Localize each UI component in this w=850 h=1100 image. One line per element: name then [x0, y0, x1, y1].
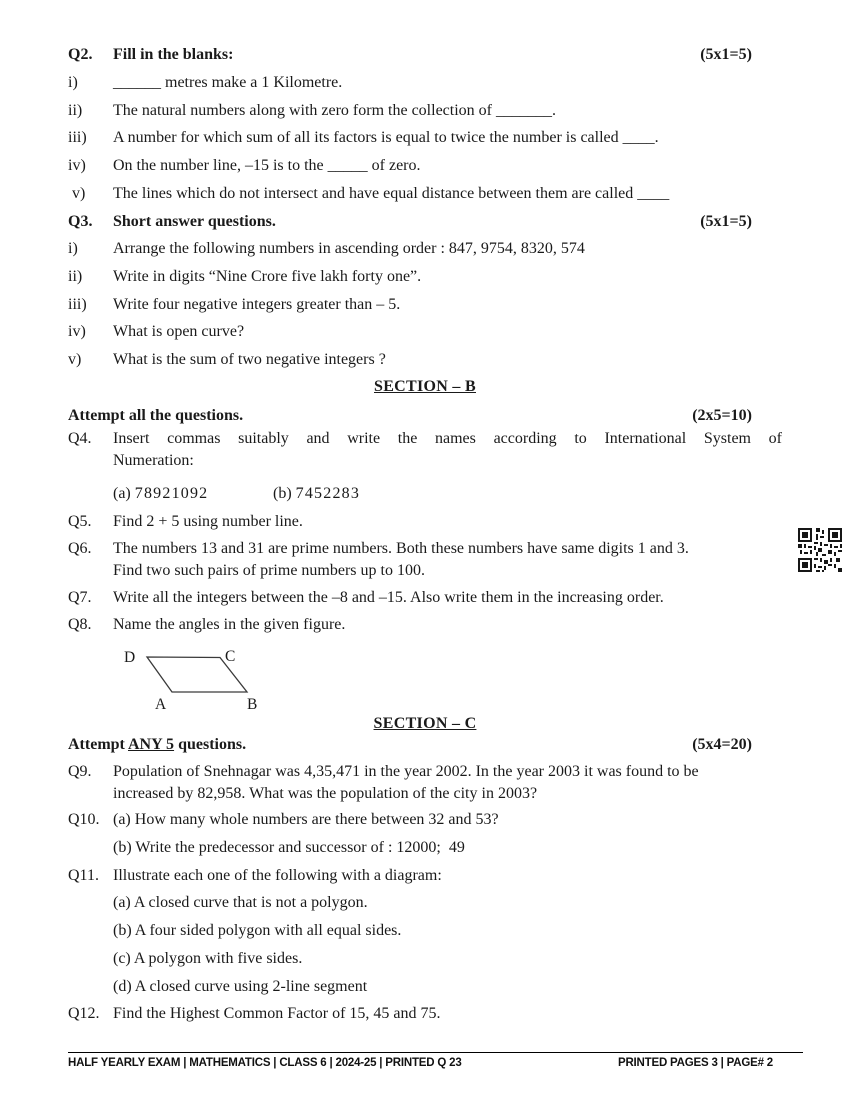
question-number: Q2. — [68, 46, 93, 63]
question-q10 — [68, 809, 782, 831]
question-q12 — [68, 1003, 782, 1025]
section-heading: SECTION – B — [374, 378, 476, 395]
item-label: iii) — [68, 129, 87, 146]
item-label: ii) — [68, 102, 83, 119]
q2-item-i — [68, 72, 782, 94]
item-label: iii) — [68, 296, 87, 313]
sub-item-text: (c) A polygon with five sides. — [113, 950, 303, 967]
footer-divider — [68, 1052, 803, 1053]
question-q2-header — [68, 44, 782, 66]
q2-item-iii — [68, 127, 782, 149]
section-c-attempt-row — [68, 734, 782, 756]
question-number: Q10. — [68, 811, 100, 828]
question-q5 — [68, 511, 782, 533]
item-text: Arrange the following numbers in ascending order : 847, 9754, 8320, 574 — [113, 240, 585, 257]
section-b-heading-row — [68, 376, 782, 398]
footer-right-text: PRINTED PAGES 3 | PAGE# 2 — [617, 1057, 773, 1069]
question-title: Fill in the blanks: — [113, 46, 234, 63]
q11-item-d — [68, 976, 782, 998]
section-heading: SECTION – C — [373, 715, 477, 732]
attempt-any5: ANY 5 — [127, 736, 175, 753]
question-number: Q6. — [68, 540, 92, 557]
item-label: v) — [72, 185, 86, 202]
q2-item-iv — [68, 155, 782, 177]
question-part-b: (b) Write the predecessor and successor of : 12000; 49 — [113, 839, 465, 856]
question-q9 — [68, 761, 782, 806]
option-a-number: 78921092 — [134, 485, 209, 502]
q10-part-b — [68, 837, 782, 859]
item-label: iv) — [68, 157, 86, 174]
question-number: Q5. — [68, 513, 92, 530]
vertex-label-a: A — [155, 696, 167, 713]
vertex-label-d: D — [124, 649, 136, 666]
item-label: i) — [68, 74, 78, 91]
marks-badge: (2x5=10) — [692, 407, 752, 424]
parallelogram-figure — [118, 643, 268, 715]
vertex-label-b: B — [247, 696, 258, 713]
section-c-heading-row — [68, 713, 782, 735]
question-text-line2: Find two such pairs of prime numbers up to 100. — [113, 562, 425, 580]
q11-item-c — [68, 948, 782, 970]
item-label: iv) — [68, 323, 86, 340]
item-text: The natural numbers along with zero form the collection of _______. — [113, 102, 556, 119]
q4-options — [68, 483, 782, 505]
item-text: A number for which sum of all its factors is equal to twice the number is called ____. — [113, 129, 659, 146]
sub-item-text: (a) A closed curve that is not a polygon. — [113, 894, 368, 911]
item-label: v) — [68, 351, 82, 368]
question-q6 — [68, 538, 782, 583]
question-number: Q11. — [68, 867, 99, 884]
marks-badge: (5x4=20) — [692, 736, 752, 753]
q11-item-a — [68, 892, 782, 914]
option-a — [113, 483, 273, 505]
vertex-label-c: C — [225, 648, 236, 665]
question-q7 — [68, 587, 782, 609]
question-q8 — [68, 614, 782, 636]
item-text: ______ metres make a 1 Kilometre. — [113, 74, 343, 91]
q11-item-b — [68, 920, 782, 942]
question-q4 — [68, 428, 782, 473]
question-text: Find 2 + 5 using number line. — [113, 513, 303, 530]
question-text-line1: Insert commas suitably and write the names according to International System of — [113, 430, 782, 447]
option-b-number: 7452283 — [295, 485, 361, 502]
question-number: Q4. — [68, 430, 92, 447]
attempt-instruction: Attempt all the questions. — [68, 407, 244, 424]
option-row — [113, 483, 782, 505]
item-text: What is the sum of two negative integers ? — [113, 351, 386, 368]
q3-item-iii — [68, 294, 782, 316]
marks-badge: (5x1=5) — [700, 213, 752, 230]
page-footer — [68, 1056, 803, 1070]
sub-item-text: (d) A closed curve using 2-line segment — [113, 978, 368, 995]
item-text: Write in digits “Nine Crore five lakh forty one”. — [113, 268, 422, 285]
question-title: Short answer questions. — [113, 213, 276, 230]
section-b-attempt-row — [68, 405, 782, 427]
question-number: Q9. — [68, 763, 92, 780]
attempt-suffix: questions. — [174, 736, 247, 753]
question-q11 — [68, 865, 782, 887]
question-part-a: (a) How many whole numbers are there between 32 and 53? — [113, 811, 499, 828]
question-number: Q12. — [68, 1005, 100, 1022]
question-number: Q7. — [68, 589, 92, 606]
sub-item-text: (b) A four sided polygon with all equal sides. — [113, 922, 402, 939]
question-number: Q8. — [68, 616, 92, 633]
question-text: Write all the integers between the –8 and –15. Also write them in the increasing order. — [113, 589, 664, 606]
q2-item-ii — [68, 100, 782, 122]
question-number: Q3. — [68, 213, 93, 230]
question-text-line1: Population of Snehnagar was 4,35,471 in the year 2002. In the year 2003 it was found to be — [113, 763, 699, 780]
item-text: On the number line, –15 is to the _____ of zero. — [113, 157, 421, 174]
item-text: What is open curve? — [113, 323, 245, 340]
option-b-label: (b) — [273, 485, 296, 502]
marks-badge: (5x1=5) — [700, 46, 752, 63]
item-label: ii) — [68, 268, 83, 285]
question-text-line1: The numbers 13 and 31 are prime numbers. Both these numbers have same digits 1 and 3. — [113, 540, 689, 557]
item-text: The lines which do not intersect and have equal distance between them are called ____ — [113, 185, 670, 202]
q3-item-ii — [68, 266, 782, 288]
attempt-prefix: Attempt — [68, 736, 128, 753]
footer-left-text: HALF YEARLY EXAM | MATHEMATICS | CLASS 6 | 2024-25 | PRINTED Q 23 — [68, 1057, 462, 1069]
item-label: i) — [68, 240, 78, 257]
q3-item-v — [68, 349, 782, 371]
q3-item-i — [68, 238, 782, 260]
question-text: Name the angles in the given figure. — [113, 616, 346, 633]
attempt-instruction — [68, 736, 246, 753]
option-b — [273, 485, 360, 502]
question-q3-header — [68, 211, 782, 233]
q2-item-v — [68, 183, 782, 205]
item-text: Write four negative integers greater than – 5. — [113, 296, 401, 313]
q3-item-iv — [68, 321, 782, 343]
qr-code — [796, 526, 844, 574]
question-text-line2: increased by 82,958. What was the population of the city in 2003? — [113, 785, 538, 803]
question-text-line2: Numeration: — [113, 452, 194, 470]
question-text: Find the Highest Common Factor of 15, 45 and 75. — [113, 1005, 441, 1022]
option-a-label: (a) — [113, 485, 135, 502]
question-text: Illustrate each one of the following with a diagram: — [113, 867, 442, 884]
